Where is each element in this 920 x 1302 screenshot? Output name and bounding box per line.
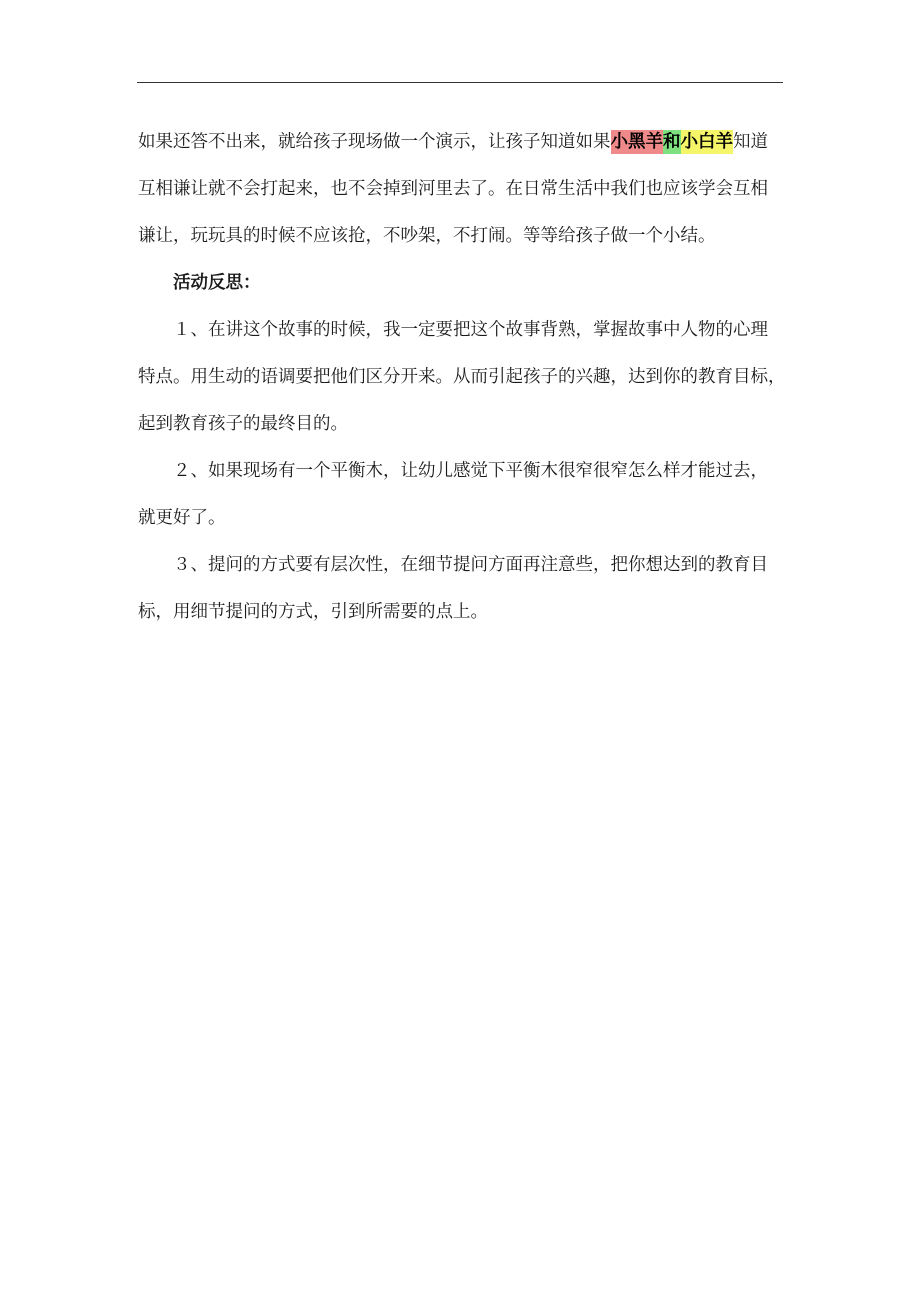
- document-body: [138, 119, 788, 636]
- highlight-xiaobaiyang: 小白羊: [680, 132, 733, 152]
- paragraph-line: 标，用细节提问的方式，引到所需要的点上。: [138, 602, 488, 622]
- reflection-item-3: [138, 542, 788, 636]
- section-heading: [138, 260, 788, 307]
- highlight-he: 和: [663, 132, 681, 152]
- paragraph-line: 就更好了。: [138, 508, 226, 528]
- highlight-xiaoheiyang: 小黑羊: [610, 132, 663, 152]
- paragraph-line: １、在讲这个故事的时候，我一定要把这个故事背熟，掌握故事中人物的心理: [173, 320, 768, 340]
- text-segment: 知道: [733, 132, 768, 152]
- paragraph-line: 互相谦让就不会打起来，也不会掉到河里去了。在日常生活中我们也应该学会互相: [138, 179, 768, 199]
- heading-text: 活动反思：: [173, 273, 261, 293]
- text-segment: 如果还答不出来，就给孩子现场做一个演示，让孩子知道如果: [138, 132, 611, 152]
- paragraph-demo: [138, 119, 788, 260]
- paragraph-line: 谦让，玩玩具的时候不应该抢，不吵架，不打闹。等等给孩子做一个小结。: [138, 226, 716, 246]
- reflection-item-2: [138, 448, 788, 542]
- paragraph-line: [138, 119, 788, 166]
- paragraph-line: ２、如果现场有一个平衡木，让幼儿感觉下平衡木很窄很窄怎么样才能过去，: [173, 461, 768, 481]
- header-divider: [137, 82, 783, 83]
- paragraph-line: 特点。用生动的语调要把他们区分开来。从而引起孩子的兴趣，达到你的教育目标，: [138, 367, 786, 387]
- paragraph-line: 起到教育孩子的最终目的。: [138, 414, 348, 434]
- reflection-item-1: [138, 307, 788, 448]
- paragraph-line: ３、提问的方式要有层次性，在细节提问方面再注意些，把你想达到的教育目: [173, 555, 768, 575]
